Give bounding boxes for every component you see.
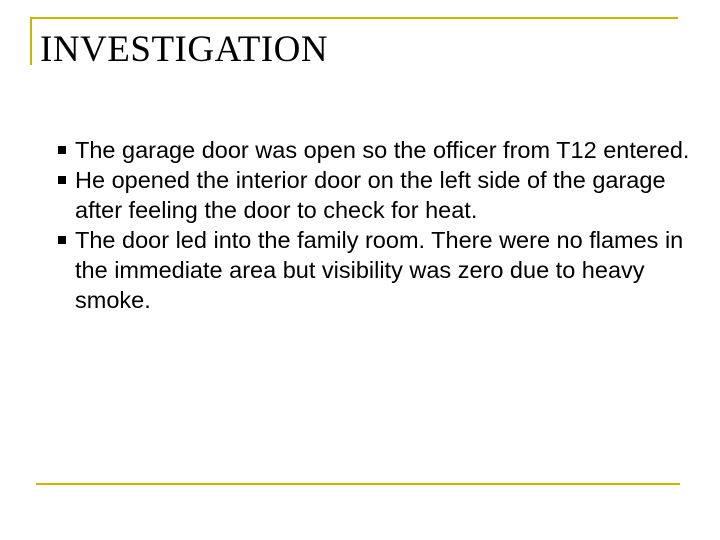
bullet-item bbox=[55, 225, 695, 315]
top-rule bbox=[30, 17, 678, 19]
slide-title: INVESTIGATION bbox=[40, 29, 329, 70]
bullet-list bbox=[55, 135, 695, 315]
bullet-item bbox=[55, 135, 695, 165]
square-bullet-icon bbox=[58, 236, 66, 244]
left-rule bbox=[30, 17, 32, 65]
square-bullet-icon bbox=[58, 146, 66, 154]
square-bullet-icon bbox=[58, 176, 66, 184]
bullet-text: He opened the interior door on the left side of the garage after feeling the door to check for heat. bbox=[75, 167, 666, 223]
bullet-text: The garage door was open so the officer from T12 entered. bbox=[75, 137, 690, 163]
bottom-rule bbox=[36, 483, 680, 485]
bullet-item bbox=[55, 165, 695, 225]
bullet-text: The door led into the family room. There were no flames in the immediate area but visibility was zero due to heavy smoke. bbox=[75, 227, 684, 313]
